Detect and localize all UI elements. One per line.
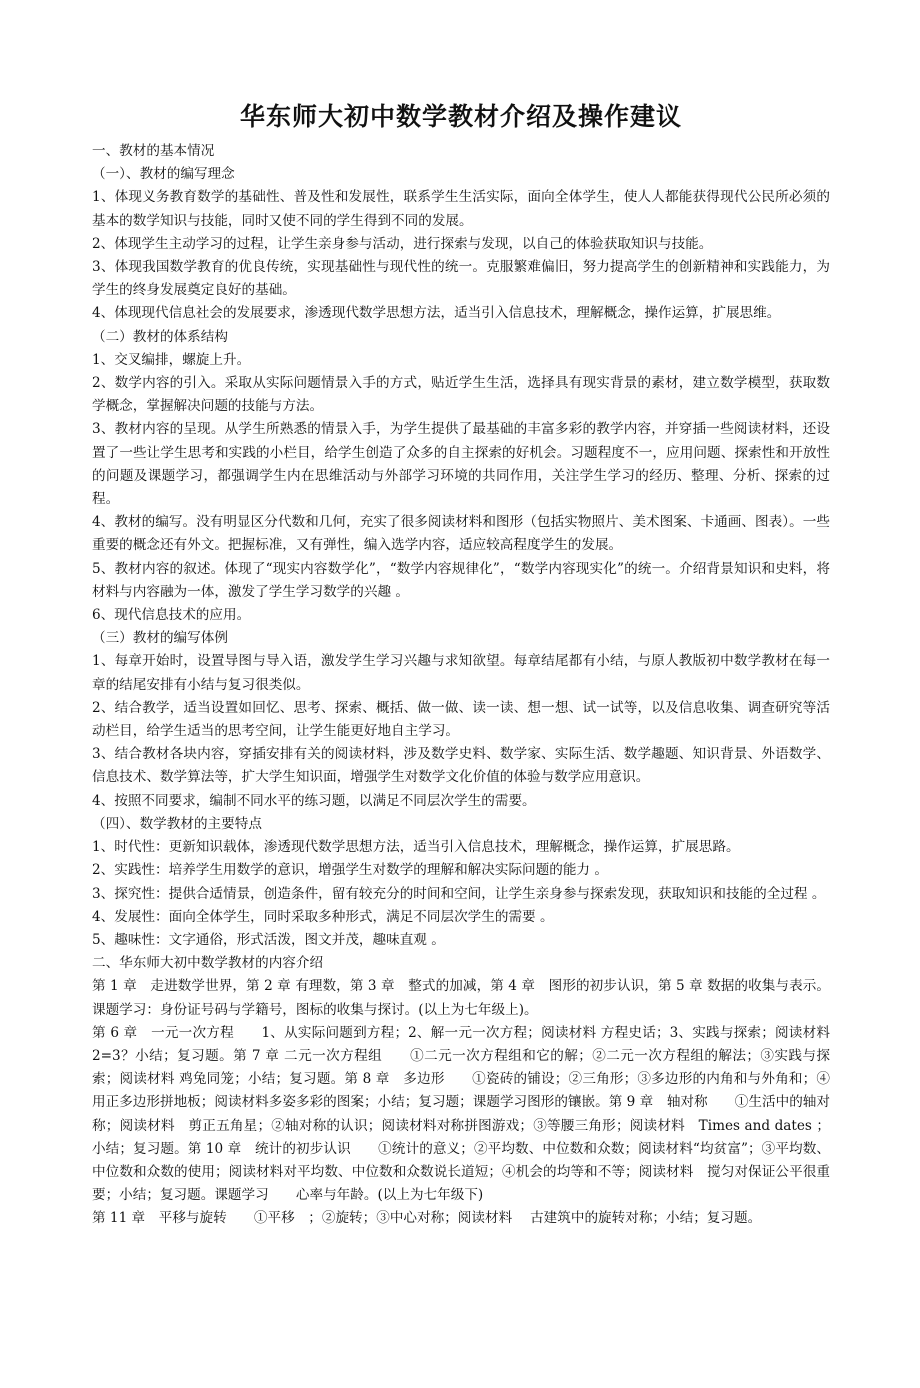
paragraph: 4、按照不同要求，编制不同水平的练习题，以满足不同层次学生的需要。 — [92, 792, 536, 809]
paragraph: 3、体现我国数学教育的优良传统，实现基础性与现代性的统一。克服繁难偏旧，努力提高学生的创新精神和实践能力，为学生的终身发展奠定良好的基础。 — [92, 259, 830, 299]
paragraph: 第 11 章 平移与旋转 ①平移 ；②旋转；③中心对称；阅读材料 古建筑中的旋转对称；小结；复习题。 — [92, 1210, 762, 1227]
paragraph: 4、发展性：面向全体学生，同时采取多种形式，满足不同层次学生的需要 。 — [92, 908, 554, 925]
subsection-heading: （三）教材的编写体例 — [92, 630, 228, 647]
section-heading-1: 一、教材的基本情况 — [92, 143, 215, 159]
paragraph: 第 6 章 一元一次方程 1、从实际问题到方程；2、解一元一次方程；阅读材料 方程史话；3、实践与探索；阅读材料 2=3？小结；复习题。第 7 章 二元一次方程组 ①二元一次方程组和它的解；②二元一次方程组的解法；③实践与探索；阅读材料 鸡兔同笼；小结；复习题。第 8 章 多边形 ①瓷砖的铺设；②三角形；③多边形的内角和与外角和；④用正多边形拼地板；阅读材料多姿多彩的图案；小结；复习题；课题学习图形的镶嵌。第 9 章 轴对称 ①生活中的轴对称；阅读材料 剪正五角星；②轴对称的认识；阅读材料对称拼图游戏；③等腰三角形；阅读材料 Times and dates ；小结；复习题。第 10 章 统计的初步认识 ①统计的意义；②平均数、中位数和众数；阅读材料“均贫富”；③平均数、中位数和众数的使用；阅读材料对平均数、中位数和众数说长道短；④机会的均等和不等；阅读材料 搅匀对保证公平很重要；小结；复习题。课题学习 心率与年龄。(以上为七年级下) — [92, 1024, 844, 1204]
subsection-heading: （二）教材的体系结构 — [92, 328, 228, 345]
paragraph: 6、现代信息技术的应用。 — [92, 607, 251, 624]
paragraph: 3、结合教材各块内容，穿插安排有关的阅读材料，涉及数学史料、数学家、实际生活、数学趣题、知识背景、外语数学、信息技术、数学算法等，扩大学生知识面，增强学生对数学文化价值的体验与数学应用意识。 — [92, 746, 830, 786]
subsection-heading: （四）、数学教材的主要特点 — [92, 815, 262, 832]
paragraph: 3、教材内容的呈现。从学生所熟悉的情景入手，为学生提供了最基础的丰富多彩的教学内容，并穿插一些阅读材料，还设置了一些让学生思考和实践的小栏目，给学生创造了众多的自主探索的好机会。习题程度不一，应用问题、探索性和开放性的问题及课题学习，都强调学生内在思维活动与外部学习环境的共同作用，关注学生学习的经历、整理、分析、探索的过程。 — [92, 421, 830, 508]
paragraph: 5、趣味性：文字通俗，形式活泼，图文并茂，趣味直观 。 — [92, 931, 445, 948]
section-heading-2: 二、华东师大初中数学教材的内容介绍 — [92, 955, 324, 972]
paragraph: 1、每章开始时，设置导图与导入语，激发学生学习兴趣与求知欲望。每章结尾都有小结，与原人教版初中数学教材在每一章的结尾安排有小结与复习很类似。 — [92, 653, 830, 693]
paragraph: 5、教材内容的叙述。体现了“现实内容数学化”，“数学内容规律化”，“数学内容现实化”的统一。介绍背景知识和史料，将材料与内容融为一体，激发了学生学习数学的兴趣 。 — [92, 560, 830, 600]
paragraph: 第 1 章 走进数学世界，第 2 章 有理数，第 3 章 整式的加减，第 4 章 图形的初步认识，第 5 章 数据的收集与表示。课题学习：身份证号码与学籍号，图标的收集与探讨。(以上为七年级上)。 — [92, 978, 830, 1018]
document-page — [92, 100, 844, 1231]
paragraph: 1、时代性：更新知识载体，渗透现代数学思想方法，适当引入信息技术，理解概念，操作运算，扩展思路。 — [92, 839, 740, 856]
paragraph: 2、体现学生主动学习的过程，让学生亲身参与活动，进行探索与发现，以自己的体验获取知识与技能。 — [92, 235, 713, 252]
paragraph: 4、体现现代信息社会的发展要求，渗透现代数学思想方法，适当引入信息技术，理解概念，操作运算，扩展思维。 — [92, 305, 781, 322]
paragraph: 2、数学内容的引入。采取从实际问题情景入手的方式，贴近学生生活，选择具有现实背景的素材，建立数学模型，获取数学概念，掌握解决问题的技能与方法。 — [92, 375, 830, 415]
paragraph: 3、探究性：提供合适情景，创造条件，留有较充分的时间和空间，让学生亲身参与探索发现，获取知识和技能的全过程 。 — [92, 885, 826, 902]
paragraph: 2、结合教学，适当设置如回忆、思考、探索、概括、做一做、读一读、想一想、试一试等，以及信息收集、调查研究等活动栏目，给学生适当的思考空间，让学生能更好地自主学习。 — [92, 699, 830, 740]
paragraph: 1、交叉编排，螺旋上升。 — [92, 351, 251, 368]
paragraph: 4、教材的编写。没有明显区分代数和几何，充实了很多阅读材料和图形（包括实物照片、美术图案、卡通画、图表）。一些重要的概念还有外文。把握标准，又有弹性，编入选学内容，适应较高程度学生的发展。 — [92, 514, 830, 554]
document-title: 华东师大初中数学教材介绍及操作建议 — [239, 102, 682, 131]
paragraph: 2、实践性：培养学生用数学的意识，增强学生对数学的理解和解决实际问题的能力 。 — [92, 862, 608, 879]
paragraph: 1、体现义务教育数学的基础性、普及性和发展性，联系学生生活实际，面向全体学生，使人人都能获得现代公民所必须的基本的数学知识与技能，同时又使不同的学生得到不同的发展。 — [92, 189, 830, 229]
subsection-heading: （一）、教材的编写理念 — [92, 166, 235, 183]
